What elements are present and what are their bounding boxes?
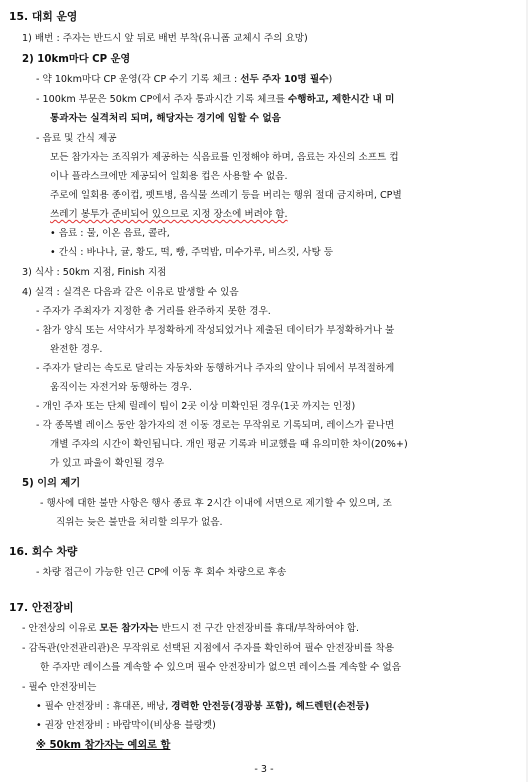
- s15-item-2a-text: - 약 10km마다 CP 운영(각 CP 수기 기록 체크 :: [36, 74, 241, 85]
- s15-item-2-heading: 2) 10km마다 CP 운영: [22, 54, 131, 65]
- s15-item-5a-line1: - 행사에 대한 불만 사항은 행사 종료 후 2시간 이내에 서면으로 제기할 수 있으며, 조: [40, 498, 392, 509]
- s17-item-1: [22, 619, 359, 638]
- s15-item-2c: - 음료 및 간식 제공: [36, 133, 117, 144]
- s15-item-4b-line2: 완전한 경우.: [50, 344, 103, 355]
- s15-item-4b-line1: - 참가 양식 또는 서약서가 부정확하게 작성되었거나 제출된 데이터가 부정확하거나 불: [36, 325, 395, 336]
- s15-item-2c-line4-text: 쓰레기 봉투가 준비되어 있으므로 지정 장소에 버려야 함.: [50, 209, 288, 220]
- s17-required-gear-text: • 필수 안전장비 : 휴대폰, 배낭,: [36, 701, 172, 712]
- s15-item-4a: - 주자가 주최자가 지정한 총 거리를 완주하지 못한 경우.: [36, 306, 271, 317]
- s15-item-2c-line2: 이나 플라스크에만 제공되어 일회용 컵은 사용할 수 없음.: [50, 171, 288, 182]
- s15-item-2b-text: - 100km 부문은 50km CP에서 주자 통과시간 기록 체크를: [36, 94, 288, 105]
- s17-item-1-bold: 모든 참가자는: [99, 623, 159, 634]
- s17-item-1-rest: 반드시 전 구간 안전장비를 휴대/부착하여야 함.: [158, 623, 360, 634]
- page-number: - 3 -: [254, 764, 274, 775]
- s15-item-5-heading: 5) 이의 제기: [22, 478, 81, 489]
- s15-item-4c-line1: - 주자가 달리는 속도로 달리는 자동차와 동행하거나 주자의 앞이나 뒤에서 부적절하게: [36, 363, 395, 374]
- s17-item-3: - 필수 안전장비는: [22, 682, 97, 693]
- s17-required-gear-bold: 경력한 안전등(경광봉 포함), 헤드렌턴(손전등): [171, 701, 370, 712]
- s15-item-4d: - 개인 주자 또는 단체 릴레이 팀이 2곳 이상 미확인된 경우(1곳 까지는 인정): [36, 401, 356, 412]
- s16-item-1: - 차량 접근이 가능한 인근 CP에 이동 후 회수 차량으로 후송: [36, 567, 287, 578]
- s15-item-2c-line1: 모든 참가자는 조직위가 제공하는 식음료를 인정해야 하며, 음료는 자신의 소프트 컵: [50, 152, 399, 163]
- s15-item-4e-line3: 가 있고 파울이 확인될 경우: [50, 458, 165, 469]
- s15-item-5a-line2: 직위는 늦은 불만을 처리할 의무가 없음.: [56, 517, 223, 528]
- s17-item-1-text: - 안전상의 이유로: [22, 623, 100, 634]
- s15-drinks: • 음료 : 물, 이온 음료, 콜라,: [50, 228, 170, 239]
- section-16-title: 16. 회수 차량: [9, 545, 78, 558]
- s15-item-2a-close: ): [328, 74, 333, 85]
- s17-note-text: ※ 50km 참가자는 예외로 함: [36, 740, 171, 751]
- s15-item-2b-bold: 수행하고, 제한시간 내 미: [288, 94, 395, 105]
- s15-item-4e-line2: 개별 주자의 시간이 확인됩니다. 개인 평균 기록과 비교했을 때 유의미한 차이(20%+): [50, 439, 408, 450]
- s15-item-3: 3) 식사 : 50km 지점, Finish 지점: [22, 267, 167, 278]
- s17-item-2-line2: 한 주자만 레이스를 계속할 수 있으며 필수 안전장비가 없으면 레이스를 계속할 수 없음: [40, 662, 401, 673]
- s15-item-1: 1) 배번 : 주자는 반드시 앞 뒤로 배번 부착(유니폼 교체시 주의 요망): [22, 33, 308, 44]
- s15-item-4: 4) 실격 : 실격은 다음과 같은 이유로 발생할 수 있음: [22, 287, 239, 298]
- s15-item-2b-line2: 통과자는 실격처리 되며, 해당자는 경기에 임할 수 없음: [50, 113, 281, 124]
- s15-item-2b-line1: [36, 90, 394, 109]
- s15-item-4c-line2: 움직이는 자전거와 동행하는 경우.: [50, 382, 192, 393]
- s17-recommended-gear: • 권장 안전장비 : 바람막이(비상용 블랑켓): [36, 720, 216, 731]
- s17-item-2-line1: - 감독관(안전관리관)은 무작위로 선택된 지점에서 주자를 확인하여 필수 안전장비를 착용: [22, 643, 395, 654]
- s15-item-4e-line1: - 각 종목별 레이스 동안 참가자의 전 이동 경로는 무작위로 기록되며, 레이스가 끝나면: [36, 420, 395, 431]
- section-15-title: 15. 대회 운영: [9, 10, 78, 23]
- section-17-title: 17. 안전장비: [9, 601, 74, 614]
- s17-required-gear: [36, 697, 369, 716]
- s17-note: [36, 736, 170, 755]
- s15-item-2c-line4: [50, 205, 288, 224]
- s15-snacks: • 간식 : 바나나, 귤, 황도, 떡, 빵, 주먹밥, 미수가루, 비스킷, 사탕 등: [50, 247, 334, 258]
- s15-item-2c-line3: 주로에 일회용 종이컵, 펫트병, 음식물 쓰레기 등을 버리는 행위 절대 금지하며, CP별: [50, 190, 402, 201]
- s15-item-2a: [36, 70, 332, 89]
- s15-item-2a-bold: 선두 주자 10명 필수: [240, 74, 329, 85]
